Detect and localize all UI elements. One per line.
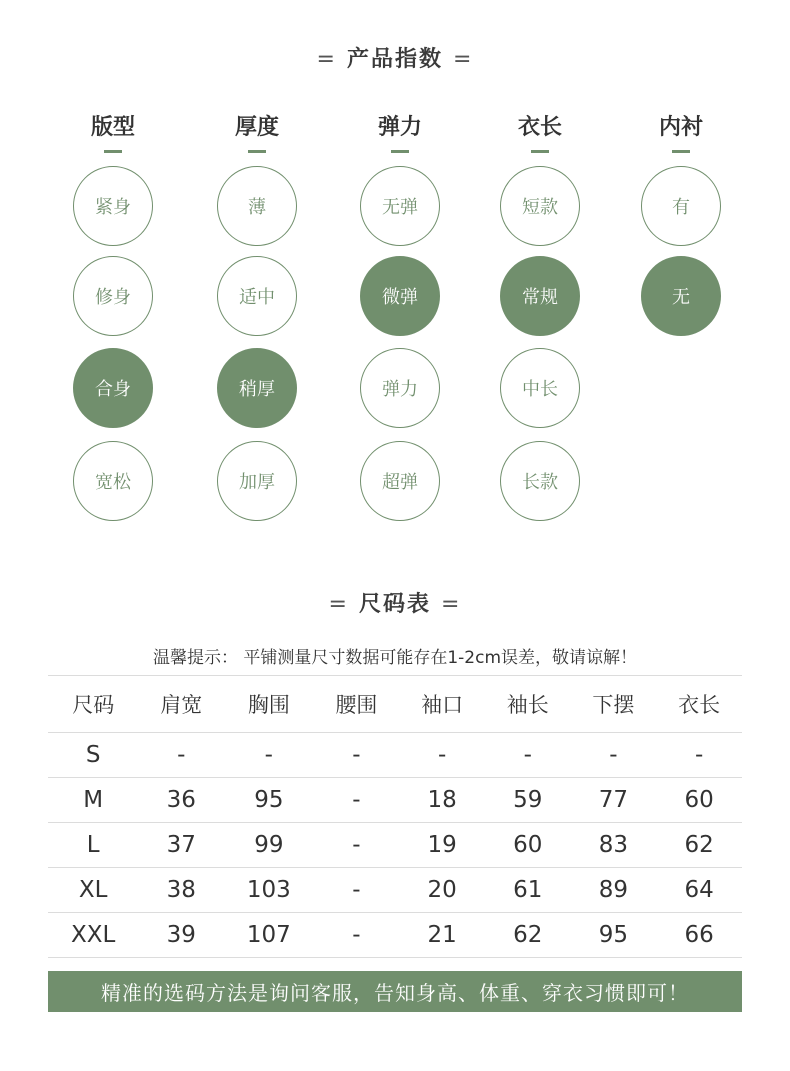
table-row: [48, 778, 742, 823]
size-table: [48, 675, 742, 958]
size-table-header-cell: 衣长: [656, 676, 742, 733]
measurement-cell: 62: [656, 823, 742, 868]
index-option-selected: 微弹: [360, 256, 440, 336]
measurement-cell: -: [399, 733, 485, 778]
table-row: [48, 913, 742, 958]
index-option: 长款: [500, 441, 580, 521]
measurement-cell: -: [138, 733, 224, 778]
equals-mark-right: =: [453, 47, 474, 72]
header-underline: [672, 150, 690, 153]
measurement-cell: 37: [138, 823, 224, 868]
measurement-tip: 温馨提示： 平铺测量尺寸数据可能存在1-2cm误差，敬请谅解！: [152, 648, 638, 668]
measurement-cell: 60: [656, 778, 742, 823]
index-option: 紧身: [73, 166, 153, 246]
measurement-cell: 21: [399, 913, 485, 958]
header-underline: [104, 150, 122, 153]
measurement-cell: 83: [571, 823, 657, 868]
index-option: 薄: [217, 166, 297, 246]
size-label-cell: XL: [48, 868, 138, 913]
index-option: 无弹: [360, 166, 440, 246]
header-underline: [531, 150, 549, 153]
table-row: [48, 868, 742, 913]
table-row: [48, 733, 742, 778]
equals-mark-right: =: [441, 592, 462, 617]
index-option-selected: 无: [641, 256, 721, 336]
index-option: 修身: [73, 256, 153, 336]
measurement-cell: 61: [485, 868, 571, 913]
size-label-cell: XXL: [48, 913, 138, 958]
product-index-title-text: 产品指数: [346, 47, 443, 72]
size-label-cell: M: [48, 778, 138, 823]
size-table-body: [48, 733, 742, 958]
size-table-header-cell: 胸围: [224, 676, 314, 733]
measurement-cell: 60: [485, 823, 571, 868]
index-option-selected: 合身: [73, 348, 153, 428]
index-column-header: [207, 110, 307, 153]
measurement-cell: 64: [656, 868, 742, 913]
index-option: 短款: [500, 166, 580, 246]
measurement-cell: 38: [138, 868, 224, 913]
index-option-selected: 常规: [500, 256, 580, 336]
measurement-cell: 89: [571, 868, 657, 913]
measurement-cell: 19: [399, 823, 485, 868]
index-column-header-label: 版型: [90, 115, 135, 140]
index-column-header-label: 弹力: [377, 115, 422, 140]
index-column-header: [490, 110, 590, 153]
measurement-cell: -: [224, 733, 314, 778]
index-column-header: [631, 110, 731, 153]
product-index-title: [0, 42, 790, 73]
measurement-cell: 99: [224, 823, 314, 868]
equals-mark-left: =: [328, 592, 349, 617]
measurement-cell: -: [571, 733, 657, 778]
index-option: 弹力: [360, 348, 440, 428]
measurement-cell: -: [314, 778, 400, 823]
size-table-header-cell: 下摆: [571, 676, 657, 733]
measurement-cell: -: [314, 913, 400, 958]
header-underline: [391, 150, 409, 153]
measurement-cell: -: [314, 823, 400, 868]
size-chart-title-text: 尺码表: [358, 592, 431, 617]
measurement-cell: 59: [485, 778, 571, 823]
index-option: 宽松: [73, 441, 153, 521]
size-table-header-cell: 肩宽: [138, 676, 224, 733]
index-option-selected: 稍厚: [217, 348, 297, 428]
measurement-cell: -: [314, 733, 400, 778]
index-option: 加厚: [217, 441, 297, 521]
index-column-header-label: 厚度: [234, 115, 279, 140]
index-column-header-label: 内衬: [658, 115, 703, 140]
index-option: 超弹: [360, 441, 440, 521]
size-table-header: [48, 676, 742, 733]
size-table-header-cell: 袖口: [399, 676, 485, 733]
size-table-header-cell: 尺码: [48, 676, 138, 733]
size-table-header-cell: 袖长: [485, 676, 571, 733]
size-table-header-cell: 腰围: [314, 676, 400, 733]
measurement-cell: 95: [571, 913, 657, 958]
equals-mark-left: =: [316, 47, 337, 72]
measurement-cell: -: [314, 868, 400, 913]
table-row: [48, 823, 742, 868]
measurement-cell: -: [656, 733, 742, 778]
measurement-cell: 66: [656, 913, 742, 958]
index-column-header-label: 衣长: [517, 115, 562, 140]
measurement-cell: 107: [224, 913, 314, 958]
measurement-cell: -: [485, 733, 571, 778]
index-column-header: [63, 110, 163, 153]
header-underline: [248, 150, 266, 153]
size-advice-banner: 精准的选码方法是询问客服，告知身高、体重、穿衣习惯即可！: [48, 971, 742, 1012]
measurement-cell: 95: [224, 778, 314, 823]
measurement-cell: 36: [138, 778, 224, 823]
measurement-cell: 39: [138, 913, 224, 958]
measurement-cell: 103: [224, 868, 314, 913]
measurement-cell: 77: [571, 778, 657, 823]
index-column-header: [350, 110, 450, 153]
measurement-cell: 20: [399, 868, 485, 913]
size-label-cell: L: [48, 823, 138, 868]
size-label-cell: S: [48, 733, 138, 778]
index-option: 适中: [217, 256, 297, 336]
index-option: 中长: [500, 348, 580, 428]
measurement-cell: 18: [399, 778, 485, 823]
size-chart-title: [0, 587, 790, 618]
measurement-cell: 62: [485, 913, 571, 958]
index-option: 有: [641, 166, 721, 246]
